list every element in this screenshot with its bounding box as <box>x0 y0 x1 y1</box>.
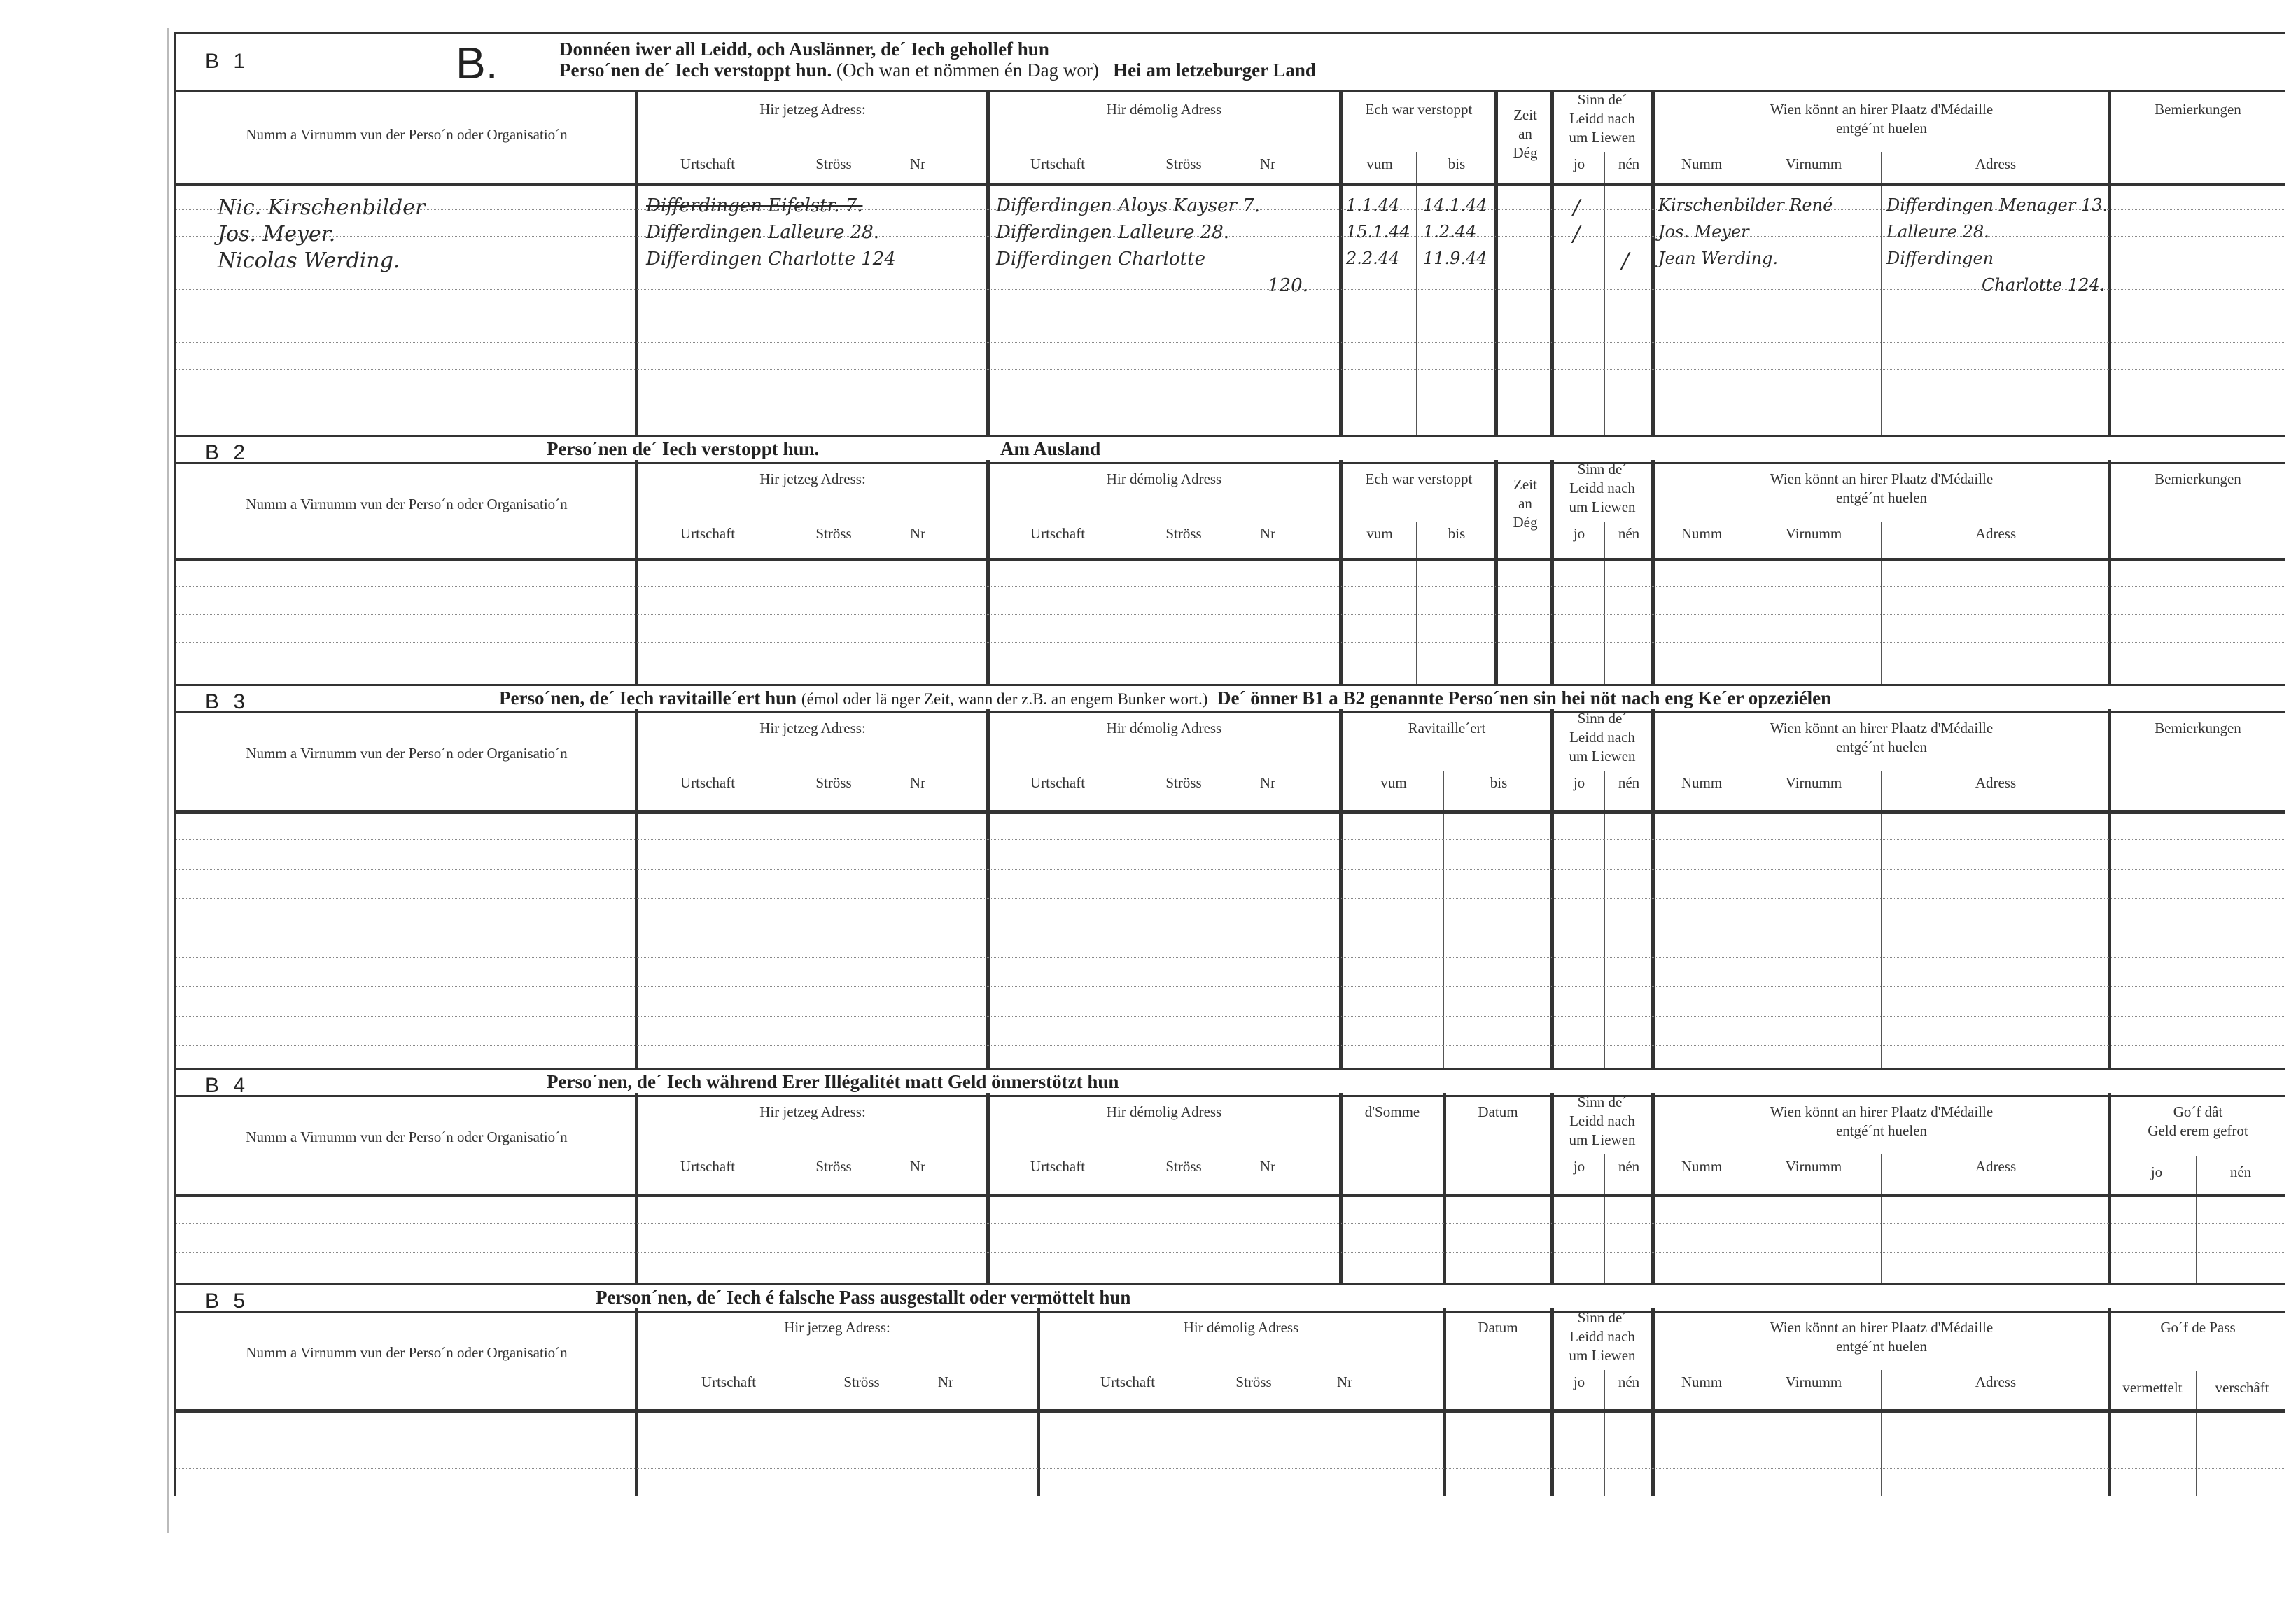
header-name: Numm a Virnumm vun der Perso´n oder Organisatio´n <box>246 745 568 762</box>
entry-old-address: Differdingen Aloys Kayser 7. <box>996 195 1261 216</box>
header-name: Numm a Virnumm vun der Perso´n oder Organisatio´n <box>246 126 568 143</box>
header-zeit: Zeit an Dég <box>1513 476 1538 531</box>
header-old-address: Hir démolig Adress <box>1106 470 1222 487</box>
section-title: Perso´nen de´ Iech verstoppt hun. <box>547 438 820 459</box>
section-b5-table <box>176 1308 2286 1496</box>
section-b4-table <box>176 1093 2286 1283</box>
header-nr: Nr <box>1259 155 1276 172</box>
header-numm: Numm <box>1681 1158 1723 1175</box>
section-code: B 5 <box>205 1290 250 1313</box>
header-sum: d'Somme <box>1364 1103 1420 1120</box>
header-money-returned: Go´f dât Geld erem gefrot <box>2148 1103 2248 1139</box>
header-nen: nén <box>1618 155 1640 172</box>
section-subtitle: Perso´nen de´ Iech verstoppt hun. (Och wan et nömmen én Dag wor) Hei am letzeburger Land <box>559 60 1316 81</box>
header-numm: Numm <box>1681 774 1723 791</box>
entry-name: Jos. Meyer. <box>218 222 336 246</box>
header-medal: Wien könnt an hirer Plaatz d'Médaille entgé´nt huelen <box>1770 1319 1994 1355</box>
header-old-address: Hir démolig Adress <box>1183 1319 1299 1336</box>
header-remarks: Bemierkungen <box>2155 101 2241 118</box>
header-old-address: Hir démolig Adress <box>1106 720 1222 736</box>
header-nr: Nr <box>1259 1158 1276 1175</box>
entry-old-address-nr: 120. <box>1268 275 1308 296</box>
header-adress: Adress <box>1975 1158 2017 1175</box>
entry-medal-name: Jean Werding. <box>1658 249 1779 268</box>
header-nr: Nr <box>1336 1374 1353 1390</box>
header-current-address: Hir jetzeg Adress: <box>760 720 866 736</box>
header-zeit: Zeit an Dég <box>1513 106 1538 161</box>
section-b3 <box>176 684 2286 1068</box>
entry-bis: 11.9.44 <box>1423 249 1488 268</box>
entry-old-address: Differdingen Lalleure 28. <box>996 222 1230 243</box>
section-title: Donnéen iwer all Leidd, och Auslänner, de´ Iech gehollef hun <box>559 39 1049 60</box>
page-fold-shadow <box>167 28 169 1533</box>
header-hidden: Ech war verstoppt <box>1365 101 1473 118</box>
header-vum: vum <box>1366 525 1393 542</box>
section-code: B 1 <box>205 50 250 73</box>
header-urtschaft: Urtschaft <box>1030 155 1086 172</box>
header-current-address: Hir jetzeg Adress: <box>760 470 866 487</box>
header-virnumm: Virnumm <box>1785 1374 1842 1390</box>
header-urtschaft: Urtschaft <box>680 774 736 791</box>
header-stross: Ströss <box>1166 1158 1202 1175</box>
header-adress: Adress <box>1975 155 2017 172</box>
entry-name: Nicolas Werding. <box>218 249 400 273</box>
header-nen: nén <box>1618 525 1640 542</box>
header-urtschaft: Urtschaft <box>701 1374 757 1390</box>
entry-medal-name: Jos. Meyer <box>1658 222 1749 242</box>
header-virnumm: Virnumm <box>1785 525 1842 542</box>
header-name: Numm a Virnumm vun der Perso´n oder Organisatio´n <box>246 1344 568 1361</box>
header-vum: vum <box>1366 155 1393 172</box>
header-alive: Sinn de´ Leidd nach um Liewen <box>1569 91 1636 146</box>
header-jo: jo <box>1573 1374 1586 1390</box>
header-nr: Nr <box>909 525 926 542</box>
header-nen: nén <box>2230 1164 2252 1180</box>
header-urtschaft: Urtschaft <box>1030 1158 1086 1175</box>
header-stross: Ströss <box>816 525 852 542</box>
header-mediated: vermettelt <box>2122 1379 2183 1396</box>
header-nen: nén <box>1618 1158 1640 1175</box>
entry-old-address: Differdingen Charlotte <box>996 249 1205 270</box>
header-medal: Wien könnt an hirer Plaatz d'Médaille entgé´nt huelen <box>1770 720 1994 755</box>
entry-current-address: Differdingen Charlotte 124 <box>646 249 896 270</box>
entry-vum: 15.1.44 <box>1346 222 1410 242</box>
header-urtschaft: Urtschaft <box>680 155 736 172</box>
entry-alive-jo: / <box>1573 195 1581 220</box>
header-bis: bis <box>1448 525 1466 542</box>
section-b2 <box>176 435 2286 684</box>
section-letter: B. <box>456 38 498 88</box>
header-jo: jo <box>1573 774 1586 791</box>
header-nen: nén <box>1618 774 1640 791</box>
header-hidden: Ech war verstoppt <box>1365 470 1473 487</box>
header-adress: Adress <box>1975 1374 2017 1390</box>
entry-medal-address: Lalleure 28. <box>1886 222 1989 242</box>
header-alive: Sinn de´ Leidd nach um Liewen <box>1569 1309 1636 1364</box>
entry-alive-jo: / <box>1573 222 1581 246</box>
section-b1 <box>176 34 2286 435</box>
header-medal: Wien könnt an hirer Plaatz d'Médaille entgé´nt huelen <box>1770 1103 1994 1139</box>
header-medal: Wien könnt an hirer Plaatz d'Médaille entgé´nt huelen <box>1770 470 1994 506</box>
entry-alive-nen: / <box>1622 249 1630 273</box>
header-numm: Numm <box>1681 525 1723 542</box>
entry-name: Nic. Kirschenbilder <box>218 195 426 220</box>
header-stross: Ströss <box>816 155 852 172</box>
header-nen: nén <box>1618 1374 1640 1390</box>
header-stross: Ströss <box>1236 1374 1272 1390</box>
header-remarks: Bemierkungen <box>2155 720 2241 736</box>
header-urtschaft: Urtschaft <box>680 1158 736 1175</box>
header-bis: bis <box>1490 774 1508 791</box>
header-stross: Ströss <box>816 1158 852 1175</box>
header-nr: Nr <box>937 1374 954 1390</box>
header-stross: Ströss <box>1166 774 1202 791</box>
header-passport: Go´f de Pass <box>2160 1319 2236 1336</box>
entry-medal-address: Differdingen Menager 13. <box>1886 195 2108 215</box>
header-alive: Sinn de´ Leidd nach um Liewen <box>1569 461 1636 515</box>
header-virnumm: Virnumm <box>1785 774 1842 791</box>
header-stross: Ströss <box>1166 525 1202 542</box>
section-title-abroad: Am Ausland <box>1000 438 1101 459</box>
header-stross: Ströss <box>816 774 852 791</box>
header-jo: jo <box>1573 525 1586 542</box>
header-medal: Wien könnt an hirer Plaatz d'Médaille entgé´nt huelen <box>1770 101 1994 137</box>
section-code: B 2 <box>205 441 250 464</box>
header-current-address: Hir jetzeg Adress: <box>760 1103 866 1120</box>
header-adress: Adress <box>1975 525 2017 542</box>
header-supplied: Ravitaille´ert <box>1408 720 1486 736</box>
entry-medal-name: Kirschenbilder René <box>1658 195 1833 215</box>
header-adress: Adress <box>1975 774 2017 791</box>
header-urtschaft: Urtschaft <box>1100 1374 1156 1390</box>
entry-vum: 2.2.44 <box>1346 249 1400 268</box>
header-vum: vum <box>1380 774 1407 791</box>
header-nr: Nr <box>909 774 926 791</box>
entry-current-address: Differdingen Lalleure 28. <box>646 222 880 243</box>
header-jo: jo <box>2150 1164 2163 1180</box>
header-virnumm: Virnumm <box>1785 155 1842 172</box>
header-alive: Sinn de´ Leidd nach um Liewen <box>1569 710 1636 764</box>
entry-medal-address: Charlotte 124. <box>1982 275 2106 295</box>
header-urtschaft: Urtschaft <box>680 525 736 542</box>
form-sheet <box>174 32 2286 1496</box>
header-urtschaft: Urtschaft <box>1030 525 1086 542</box>
section-b1-table <box>176 90 2286 435</box>
entry-bis: 1.2.44 <box>1423 222 1477 242</box>
section-b1-header <box>176 34 2286 92</box>
section-code: B 3 <box>205 690 250 713</box>
header-date: Datum <box>1478 1319 1518 1336</box>
header-old-address: Hir démolig Adress <box>1106 1103 1222 1120</box>
header-procured: verschâft <box>2215 1379 2269 1396</box>
header-current-address: Hir jetzeg Adress: <box>784 1319 890 1336</box>
header-alive: Sinn de´ Leidd nach um Liewen <box>1569 1094 1636 1148</box>
section-title: Person´nen, de´ Iech é falsche Pass ausgestallt oder vermöttelt hun <box>596 1287 1131 1308</box>
header-nr: Nr <box>1259 774 1276 791</box>
section-code: B 4 <box>205 1074 250 1097</box>
header-nr: Nr <box>1259 525 1276 542</box>
entry-bis: 14.1.44 <box>1423 195 1488 215</box>
header-jo: jo <box>1573 1158 1586 1175</box>
header-current-address: Hir jetzeg Adress: <box>760 101 866 118</box>
header-virnumm: Virnumm <box>1785 1158 1842 1175</box>
section-title: Perso´nen, de´ Iech ravitaille´ert hun (émol oder lä nger Zeit, wann der z.B. an engem Bunker wort.) De´ önner B1 a B2 genannte Perso´nen sin hei nöt nach eng Ke´er opzeziélen <box>499 687 1832 708</box>
header-urtschaft: Urtschaft <box>1030 774 1086 791</box>
section-b4 <box>176 1068 2286 1283</box>
header-nr: Nr <box>909 155 926 172</box>
section-title: Perso´nen, de´ Iech während Erer Illégalitét matt Geld önnerstötzt hun <box>547 1071 1119 1092</box>
header-old-address: Hir démolig Adress <box>1106 101 1222 118</box>
header-name: Numm a Virnumm vun der Perso´n oder Organisatio´n <box>246 496 568 512</box>
header-stross: Ströss <box>844 1374 880 1390</box>
header-numm: Numm <box>1681 1374 1723 1390</box>
header-stross: Ströss <box>1166 155 1202 172</box>
header-date: Datum <box>1478 1103 1518 1120</box>
section-b3-table <box>176 709 2286 1068</box>
header-numm: Numm <box>1681 155 1723 172</box>
header-remarks: Bemierkungen <box>2155 470 2241 487</box>
header-name: Numm a Virnumm vun der Perso´n oder Organisatio´n <box>246 1129 568 1145</box>
header-jo: jo <box>1573 155 1586 172</box>
section-b5 <box>176 1283 2286 1496</box>
entry-medal-address: Differdingen <box>1886 249 1994 268</box>
header-nr: Nr <box>909 1158 926 1175</box>
entry-current-address: Differdingen Eifelstr. 7. <box>646 195 863 216</box>
section-b2-table <box>176 460 2286 684</box>
entry-vum: 1.1.44 <box>1346 195 1400 215</box>
header-bis: bis <box>1448 155 1466 172</box>
